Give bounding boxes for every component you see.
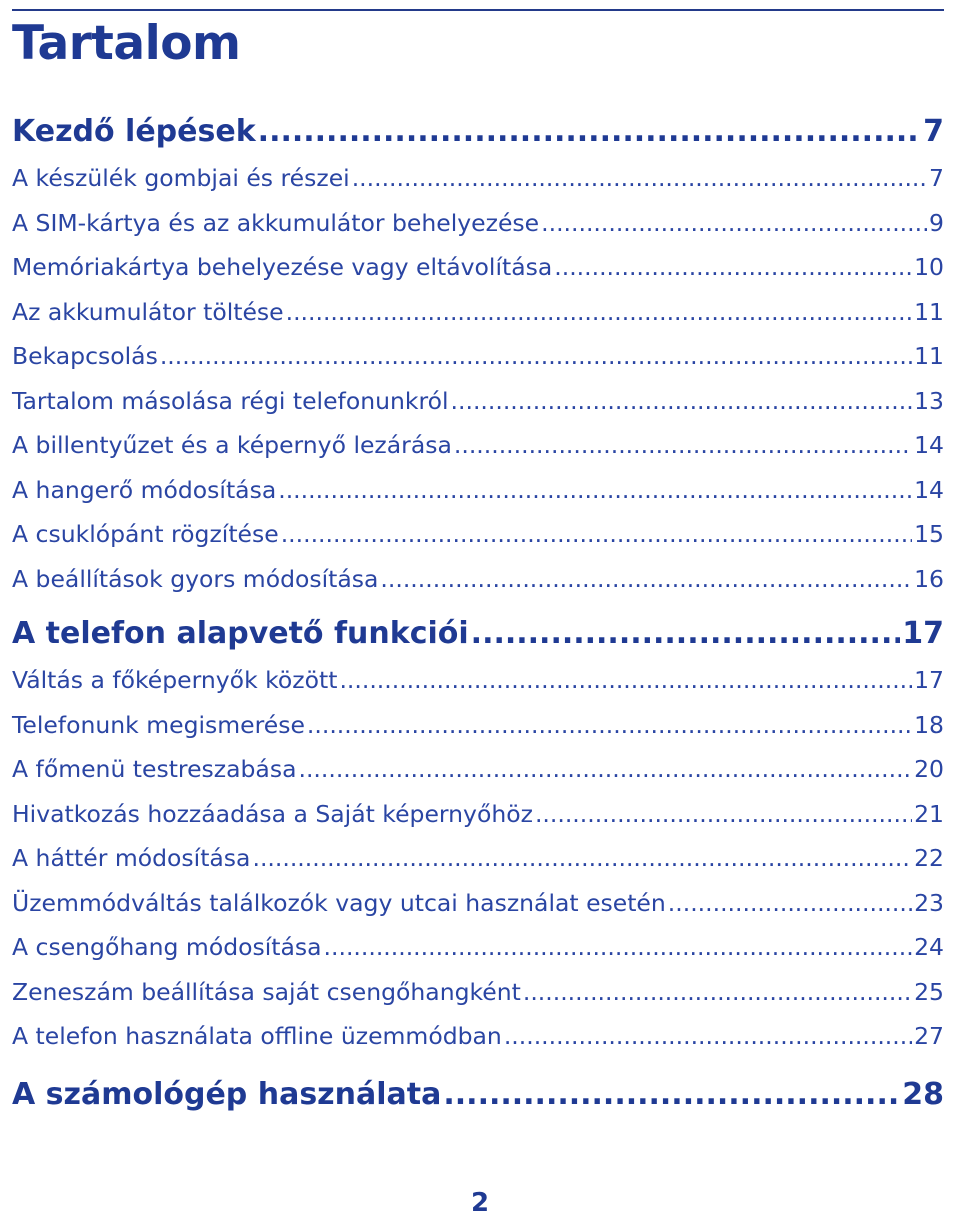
toc-heading-page: 28 <box>902 1076 944 1112</box>
toc-entry-text: A főmenü testreszabása <box>12 755 297 783</box>
dot-leader <box>443 1071 900 1119</box>
toc-entry[interactable] <box>12 379 944 424</box>
toc-entry[interactable] <box>12 201 944 246</box>
toc-heading-text: Kezdő lépések <box>12 114 256 149</box>
dot-leader <box>252 836 912 881</box>
toc-entry-page: 22 <box>914 844 944 872</box>
dot-leader <box>258 108 921 156</box>
toc-entry-page: 9 <box>929 208 944 237</box>
toc-entry-page: 10 <box>914 253 944 281</box>
toc-entry-page: 14 <box>914 475 944 504</box>
toc-entry-text: A háttér módosítása <box>12 844 251 872</box>
toc-entry-page: 17 <box>914 666 944 694</box>
dot-leader <box>278 468 912 513</box>
toc-entry-text: A billentyűzet és a képernyő lezárása <box>12 431 452 459</box>
section-gap <box>12 601 944 610</box>
dot-leader <box>535 792 912 837</box>
toc-entry[interactable] <box>12 468 944 513</box>
toc-entry[interactable] <box>12 557 944 602</box>
dot-leader <box>454 423 912 468</box>
dot-leader <box>541 201 927 246</box>
toc-entry-text: Hivatkozás hozzáadása a Saját képernyőhöz <box>12 799 533 828</box>
dot-leader <box>523 970 912 1015</box>
toc-entry-page: 16 <box>914 564 944 593</box>
dot-leader <box>554 245 912 290</box>
dot-leader <box>471 610 901 658</box>
toc-entry-text: A SIM-kártya és az akkumulátor behelyezése <box>12 208 540 237</box>
toc-entry[interactable] <box>12 334 944 379</box>
toc-entry-text: A készülék gombjai és részei <box>12 164 350 192</box>
toc-entry-page: 7 <box>929 164 944 192</box>
toc-entry[interactable] <box>12 512 944 557</box>
toc-heading-text: A számológép használata <box>12 1076 442 1112</box>
page-title: Tartalom <box>12 16 241 71</box>
toc-entry-page: 25 <box>914 977 944 1006</box>
dot-leader <box>281 512 912 557</box>
toc-entry[interactable] <box>12 290 944 335</box>
toc-entry-page: 20 <box>914 755 944 783</box>
toc-entry[interactable] <box>12 245 944 290</box>
toc-entry-text: Váltás a főképernyők között <box>12 666 338 694</box>
dot-leader <box>504 1014 912 1059</box>
toc-entry-text: Bekapcsolás <box>12 342 158 370</box>
toc-entry[interactable] <box>12 792 944 837</box>
toc-entry[interactable] <box>12 658 944 703</box>
toc-entry-text: Üzemmódváltás találkozók vagy utcai használat esetén <box>12 888 666 917</box>
dot-leader <box>352 156 927 201</box>
toc-entry-page: 15 <box>914 520 944 548</box>
toc-entry-page: 14 <box>914 431 944 459</box>
toc-entry-text: A csengőhang módosítása <box>12 933 322 961</box>
toc-entry-page: 24 <box>914 933 944 961</box>
toc-heading-alapveto-funkciok[interactable] <box>12 610 944 658</box>
toc-entry-text: Tartalom másolása régi telefonunkról <box>12 386 449 415</box>
toc-heading-page: 17 <box>902 616 944 651</box>
toc-entry-page: 27 <box>914 1022 944 1050</box>
dot-leader <box>380 557 912 602</box>
top-rule <box>12 9 944 11</box>
toc-entry[interactable] <box>12 703 944 748</box>
dot-leader <box>307 703 912 748</box>
toc-entry[interactable] <box>12 747 944 792</box>
toc-entry-page: 13 <box>914 386 944 415</box>
toc-entry-page: 11 <box>914 297 944 326</box>
dot-leader <box>324 925 913 970</box>
dot-leader <box>286 290 912 335</box>
toc-entry[interactable] <box>12 423 944 468</box>
toc-entry[interactable] <box>12 881 944 926</box>
dot-leader <box>160 334 912 379</box>
toc-entry[interactable] <box>12 836 944 881</box>
toc-entry-page: 23 <box>914 888 944 917</box>
toc-heading-kezdo-lepesek[interactable] <box>12 108 944 156</box>
toc-entry-text: Memóriakártya behelyezése vagy eltávolítása <box>12 253 553 281</box>
dot-leader <box>298 747 912 792</box>
dot-leader <box>668 881 912 926</box>
toc-entry[interactable] <box>12 1014 944 1059</box>
toc-entry-page: 11 <box>914 342 944 370</box>
toc-entry-text: Az akkumulátor töltése <box>12 297 284 326</box>
dot-leader <box>339 658 912 703</box>
toc-heading-page: 7 <box>923 114 944 149</box>
toc-entry-text: A beállítások gyors módosítása <box>12 564 379 593</box>
toc-entry-page: 21 <box>914 799 944 828</box>
toc-entry-text: Zeneszám beállítása saját csengőhangként <box>12 977 521 1006</box>
table-of-contents <box>12 108 944 1119</box>
toc-entry-text: A hangerő módosítása <box>12 475 277 504</box>
toc-entry[interactable] <box>12 925 944 970</box>
toc-entry-page: 18 <box>914 710 944 739</box>
toc-heading-text: A telefon alapvető funkciói <box>12 616 469 651</box>
toc-entry-text: A telefon használata offline üzemmódban <box>12 1022 502 1050</box>
dot-leader <box>451 379 913 424</box>
toc-entry-text: A csuklópánt rögzítése <box>12 520 279 548</box>
section-gap <box>12 1059 944 1071</box>
toc-entry-text: Telefonunk megismerése <box>12 710 305 739</box>
page-number: 2 <box>470 1188 490 1218</box>
toc-heading-szamologep[interactable] <box>12 1071 944 1119</box>
toc-entry[interactable] <box>12 156 944 201</box>
toc-entry[interactable] <box>12 970 944 1015</box>
